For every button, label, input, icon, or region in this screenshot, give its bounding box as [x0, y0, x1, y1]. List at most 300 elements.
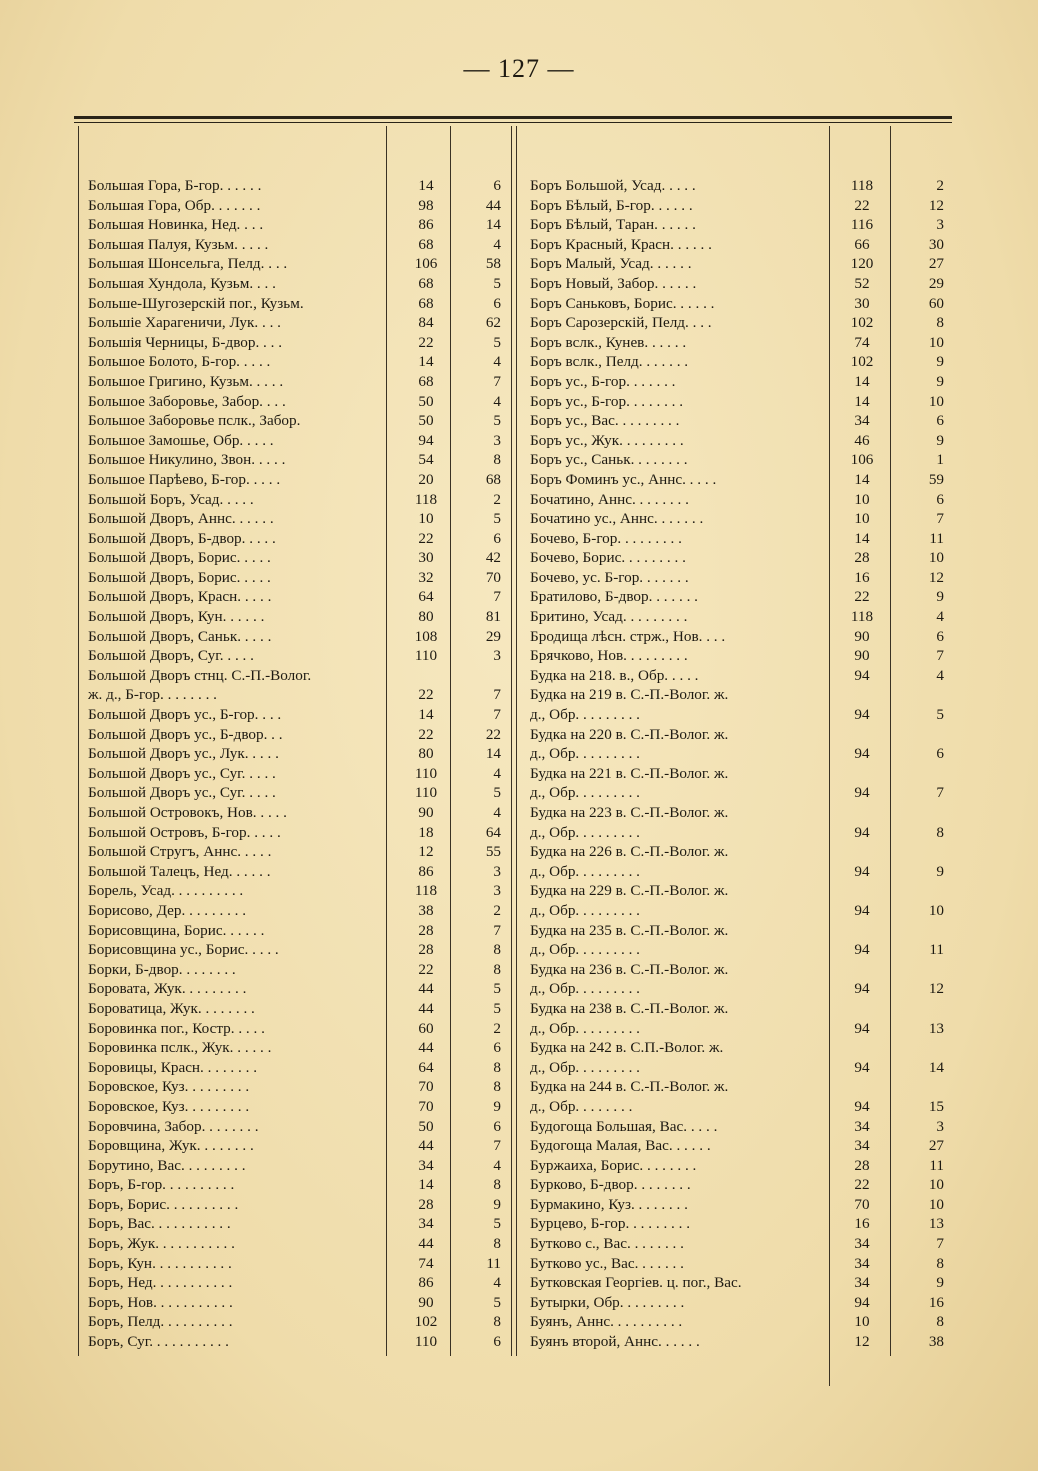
- entry-name: Боръ вслк., Пелд. . . . . . .: [530, 353, 689, 371]
- index-entry: [530, 979, 950, 999]
- index-entry: [530, 862, 950, 882]
- index-entry: [530, 176, 950, 196]
- index-entry: [88, 333, 518, 353]
- entry-name: Бочатино, Аннс. . . . . . . .: [530, 490, 689, 508]
- index-entry: [88, 940, 518, 960]
- index-entry: [88, 607, 518, 627]
- entry-number: 7: [936, 510, 944, 528]
- entry-number: 6: [936, 490, 944, 508]
- entry-name: Бороватица, Жук. . . . . . . .: [88, 999, 255, 1017]
- entry-page: 30: [854, 294, 870, 312]
- entry-number: 4: [493, 1156, 501, 1174]
- index-entry: [88, 1058, 518, 1078]
- entry-number: 6: [493, 1333, 501, 1351]
- entry-page: 50: [418, 1117, 434, 1135]
- index-entry: [530, 940, 950, 960]
- entry-page: 22: [418, 333, 434, 351]
- entry-page: 14: [418, 353, 434, 371]
- entry-name: Боровчина, Забор. . . . . . . .: [88, 1117, 259, 1135]
- index-entry: [530, 901, 950, 921]
- entry-name: Борисовщина, Борис. . . . . .: [88, 921, 265, 939]
- index-entry: [88, 294, 518, 314]
- index-entry: [530, 548, 950, 568]
- entry-page: 22: [418, 686, 434, 704]
- entry-page: 14: [418, 177, 434, 194]
- entry-page: 94: [854, 901, 870, 919]
- entry-name: Большой Дворъ, Б-двор. . . . .: [88, 529, 276, 547]
- index-entry: [530, 803, 950, 823]
- index-entry: [530, 294, 950, 314]
- entry-page: 90: [418, 1293, 434, 1311]
- entry-page: 28: [418, 941, 434, 959]
- entry-page: 34: [854, 1137, 870, 1155]
- entry-name: Большія Черницы, Б-двор. . . .: [88, 333, 283, 351]
- entry-number: 11: [929, 1156, 944, 1174]
- entry-name: Бутырки, Обр. . . . . . . . .: [530, 1293, 685, 1311]
- entry-page: 94: [854, 784, 870, 802]
- index-entry: [530, 627, 950, 647]
- entry-name: Больше-Шугозерскій пог., Кузьм.: [88, 294, 304, 312]
- entry-name: д., Обр. . . . . . . . .: [530, 1058, 640, 1076]
- index-entry: [88, 274, 518, 294]
- entry-name: д., Обр. . . . . . . . .: [530, 1019, 640, 1037]
- entry-number: 4: [493, 392, 501, 410]
- entry-name: Брячково, Нов. . . . . . . . .: [530, 647, 688, 665]
- index-entry: [88, 411, 518, 431]
- index-entry: [88, 842, 518, 862]
- entry-page: 12: [854, 1333, 870, 1351]
- index-entry: [88, 450, 518, 470]
- entry-name: Бочево, Б-гор. . . . . . . . .: [530, 529, 682, 547]
- entry-page: 20: [418, 470, 434, 488]
- header-rule: [74, 116, 952, 119]
- index-entry: [88, 1175, 518, 1195]
- index-entry: [88, 568, 518, 588]
- index-entry: [88, 1077, 518, 1097]
- entry-name: Боръ ус., Б-гор. . . . . . . .: [530, 392, 684, 410]
- entry-name: Бурково, Б-двор. . . . . . . .: [530, 1176, 691, 1194]
- entry-name: д., Обр. . . . . . . . .: [530, 941, 640, 959]
- index-entry: [88, 705, 518, 725]
- entry-name: Борисово, Дер. . . . . . . . .: [88, 901, 247, 919]
- entry-page: 32: [418, 568, 434, 586]
- entry-name: Боръ, Суг. . . . . . . . . . .: [88, 1333, 229, 1351]
- entry-name: Большое Парѣево, Б-гор. . . . .: [88, 470, 281, 488]
- index-entry: [530, 450, 950, 470]
- index-entry: [530, 842, 950, 862]
- entry-page: 46: [854, 431, 870, 449]
- entry-name: Боръ Большой, Усад. . . . .: [530, 177, 696, 194]
- entry-page: 34: [854, 412, 870, 430]
- entry-number: 8: [493, 941, 501, 959]
- entry-number: 10: [928, 392, 944, 410]
- index-entry: [530, 274, 950, 294]
- entry-number: 4: [493, 353, 501, 371]
- entry-name: Боръ Бѣлый, Таран. . . . . .: [530, 216, 696, 234]
- index-entry: [530, 215, 950, 235]
- index-entry: [530, 1175, 950, 1195]
- entry-page: 94: [854, 706, 870, 724]
- entry-number: 8: [493, 451, 501, 469]
- entry-number: 7: [493, 372, 501, 390]
- entry-number: 9: [936, 372, 944, 390]
- index-entry: [88, 1136, 518, 1156]
- entry-number: 10: [928, 333, 944, 351]
- entry-name: Боръ, Пелд. . . . . . . . . .: [88, 1313, 233, 1331]
- entry-number: 5: [493, 1215, 501, 1233]
- index-entry: [88, 313, 518, 333]
- entry-name: Бурцево, Б-гор. . . . . . . . .: [530, 1215, 691, 1233]
- entry-name: Будка на 235 в. С.-П.-Волог. ж.: [530, 921, 729, 939]
- entry-page: 44: [418, 1039, 434, 1057]
- entry-name: Боръ ус., Саньк. . . . . . . .: [530, 451, 688, 469]
- index-entry: [88, 1117, 518, 1137]
- entry-number: 58: [485, 255, 501, 273]
- entry-number: 10: [928, 1176, 944, 1194]
- index-entry: [530, 196, 950, 216]
- index-entry: [530, 372, 950, 392]
- entry-number: 7: [493, 1137, 501, 1155]
- entry-page: 74: [418, 1254, 434, 1272]
- entry-number: 7: [936, 647, 944, 665]
- entry-name: Будка на 236 в. С.-П.-Волог. ж.: [530, 960, 729, 978]
- index-entry: [530, 254, 950, 274]
- index-entry: [88, 509, 518, 529]
- entry-name: Большое Болото, Б-гор. . . . .: [88, 353, 271, 371]
- entry-number: 30: [928, 235, 944, 253]
- entry-page: 74: [854, 333, 870, 351]
- index-entry: [530, 1156, 950, 1176]
- entry-name: д., Обр. . . . . . . . .: [530, 823, 640, 841]
- index-entry: [88, 999, 518, 1019]
- entry-number: 8: [493, 1058, 501, 1076]
- entry-page: 22: [854, 588, 870, 606]
- entry-page: 14: [854, 372, 870, 390]
- index-entry: [530, 1214, 950, 1234]
- entry-page: 18: [418, 823, 434, 841]
- entry-number: 12: [928, 980, 944, 998]
- entry-number: 6: [493, 177, 501, 194]
- entry-number: 60: [928, 294, 944, 312]
- entry-name: Бутково с., Вас. . . . . . . .: [530, 1235, 684, 1253]
- index-entry: [530, 470, 950, 490]
- index-entry: [530, 1136, 950, 1156]
- entry-number: 7: [936, 1235, 944, 1253]
- entry-page: 94: [854, 862, 870, 880]
- entry-number: 8: [493, 1313, 501, 1331]
- entry-name: Большой Дворъ ус., Б-гор. . . .: [88, 706, 282, 724]
- entry-number: 3: [493, 882, 501, 900]
- entry-name: д., Обр. . . . . . . . .: [530, 784, 640, 802]
- index-entry: [530, 431, 950, 451]
- entry-number: 5: [493, 980, 501, 998]
- index-entry: [88, 196, 518, 216]
- left-index-column: [88, 176, 518, 1352]
- entry-page: 64: [418, 588, 434, 606]
- entry-page: 110: [414, 647, 438, 665]
- entry-number: 5: [493, 999, 501, 1017]
- entry-number: 11: [929, 529, 944, 547]
- index-entry: [530, 411, 950, 431]
- entry-number: 5: [493, 784, 501, 802]
- entry-page: 34: [854, 1274, 870, 1292]
- entry-name: Боръ Новый, Забор. . . . . .: [530, 274, 697, 292]
- entry-number: 27: [928, 255, 944, 273]
- entry-name: Боръ Красный, Красн. . . . . .: [530, 235, 712, 253]
- entry-name: Бурмакино, Куз. . . . . . . .: [530, 1195, 688, 1213]
- entry-name: Боръ, Кун. . . . . . . . . . .: [88, 1254, 232, 1272]
- index-entry: [88, 744, 518, 764]
- entry-number: 12: [928, 568, 944, 586]
- entry-page: 38: [418, 901, 434, 919]
- index-entry: [530, 1019, 950, 1039]
- entry-name: Большая Гора, Б-гор. . . . . .: [88, 177, 262, 194]
- entry-page: 98: [418, 196, 434, 214]
- entry-page: 118: [414, 882, 438, 900]
- index-entry: [88, 803, 518, 823]
- entry-number: 2: [493, 490, 501, 508]
- index-entry: [530, 587, 950, 607]
- entry-name: Большой Дворъ, Аннс. . . . . .: [88, 510, 274, 528]
- entry-name: Большое Замошье, Обр. . . . .: [88, 431, 274, 449]
- index-entry: [88, 1332, 518, 1352]
- index-entry: [88, 627, 518, 647]
- entry-name: Бутково ус., Вас. . . . . . .: [530, 1254, 684, 1272]
- entry-name: Боровицы, Красн. . . . . . . .: [88, 1058, 258, 1076]
- entry-name: Большой Дворъ, Борис. . . . .: [88, 549, 271, 567]
- entry-number: 29: [928, 274, 944, 292]
- entry-name: Боръ ус., Вас. . . . . . . . .: [530, 412, 680, 430]
- entry-number: 29: [485, 627, 501, 645]
- index-entry: [530, 1332, 950, 1352]
- index-entry: [88, 176, 518, 196]
- entry-number: 15: [928, 1097, 944, 1115]
- entry-name: д., Обр. . . . . . . .: [530, 1097, 633, 1115]
- index-entry: [530, 235, 950, 255]
- entry-name: Бритино, Усад. . . . . . . . .: [530, 608, 688, 626]
- entry-number: 9: [936, 588, 944, 606]
- entry-number: 3: [493, 862, 501, 880]
- entry-page: 86: [418, 862, 434, 880]
- entry-page: 70: [418, 1078, 434, 1096]
- entry-name: д., Обр. . . . . . . . .: [530, 901, 640, 919]
- index-entry: [530, 568, 950, 588]
- index-entry: [530, 921, 950, 941]
- entry-number: 8: [493, 1176, 501, 1194]
- entry-name: Боръ ус., Б-гор. . . . . . .: [530, 372, 676, 390]
- index-entry: [88, 254, 518, 274]
- entry-name: Будка на 226 в. С.-П.-Волог. ж.: [530, 843, 729, 861]
- index-entry: [88, 1019, 518, 1039]
- entry-page: 44: [418, 999, 434, 1017]
- entry-page: 22: [418, 529, 434, 547]
- entry-number: 10: [928, 1195, 944, 1213]
- entry-name: Большой Дворъ ус., Б-двор. . .: [88, 725, 283, 743]
- entry-page: 110: [414, 764, 438, 782]
- entry-number: 81: [485, 608, 501, 626]
- entry-number: 8: [936, 314, 944, 332]
- entry-page: 66: [854, 235, 870, 253]
- entry-page: 10: [854, 510, 870, 528]
- index-entry: [88, 1195, 518, 1215]
- entry-page: 120: [850, 255, 874, 273]
- entry-name: Большой Дворъ, Суг. . . . .: [88, 647, 254, 665]
- entry-name: Буржаиха, Борис. . . . . . . .: [530, 1156, 697, 1174]
- entry-page: 44: [418, 1137, 434, 1155]
- index-entry: [88, 823, 518, 843]
- index-entry: [88, 1038, 518, 1058]
- entry-name: Боровское, Куз. . . . . . . . .: [88, 1078, 250, 1096]
- index-entry: [88, 1097, 518, 1117]
- entry-number: 13: [928, 1215, 944, 1233]
- entry-number: 27: [928, 1137, 944, 1155]
- entry-page: 110: [414, 1333, 438, 1351]
- entry-name: ж. д., Б-гор. . . . . . . .: [88, 686, 217, 704]
- entry-name: Будка на 244 в. С.-П.-Волог. ж.: [530, 1078, 729, 1096]
- entry-page: 22: [418, 725, 434, 743]
- index-entry: [530, 1293, 950, 1313]
- entry-name: Боръ Бѣлый, Б-гор. . . . . .: [530, 196, 693, 214]
- index-entry: [88, 979, 518, 999]
- index-entry: [88, 392, 518, 412]
- entry-number: 16: [928, 1293, 944, 1311]
- entry-number: 6: [493, 294, 501, 312]
- entry-page: 116: [850, 216, 874, 234]
- entry-page: 34: [418, 1156, 434, 1174]
- entry-name: Борутино, Вас. . . . . . . . .: [88, 1156, 246, 1174]
- index-entry: [530, 1077, 950, 1097]
- entry-page: 16: [854, 1215, 870, 1233]
- entry-number: 59: [928, 470, 944, 488]
- index-entry: [88, 783, 518, 803]
- entry-page: 28: [854, 549, 870, 567]
- entry-name: Боръ, Нед. . . . . . . . . . .: [88, 1274, 233, 1292]
- entry-name: Боръ ус., Жук. . . . . . . . .: [530, 431, 684, 449]
- entry-name: Большой Островъ, Б-гор. . . . .: [88, 823, 281, 841]
- entry-name: Боръ, Нов. . . . . . . . . . .: [88, 1293, 233, 1311]
- entry-page: 34: [854, 1235, 870, 1253]
- right-index-column: [530, 176, 950, 1352]
- entry-name: Боръ вслк., Кунев. . . . . .: [530, 333, 687, 351]
- entry-name: Большая Новинка, Нед. . . .: [88, 216, 264, 234]
- index-entry: [88, 685, 518, 705]
- index-entry: [88, 646, 518, 666]
- entry-name: Боръ, Вас. . . . . . . . . . .: [88, 1215, 231, 1233]
- entry-page: 106: [850, 451, 874, 469]
- entry-page: 14: [418, 1176, 434, 1194]
- entry-number: 3: [936, 1117, 944, 1135]
- entry-name: Боръ Саньковъ, Борис. . . . . .: [530, 294, 715, 312]
- entry-page: 44: [418, 980, 434, 998]
- index-entry: [88, 1156, 518, 1176]
- entry-name: Бочево, ус. Б-гор. . . . . . .: [530, 568, 689, 586]
- entry-number: 8: [936, 823, 944, 841]
- entry-page: 28: [418, 921, 434, 939]
- entry-name: Большая Хундола, Кузьм. . . .: [88, 274, 276, 292]
- entry-number: 9: [493, 1097, 501, 1115]
- entry-name: Бутковская Георгіев. ц. пог., Вас.: [530, 1274, 742, 1292]
- index-entry: [88, 666, 518, 686]
- entry-page: 68: [418, 294, 434, 312]
- entry-number: 8: [493, 1078, 501, 1096]
- entry-name: Большой Дворъ ус., Лук. . . . .: [88, 745, 279, 763]
- index-entry: [530, 607, 950, 627]
- index-entry: [88, 1273, 518, 1293]
- entry-name: Большая Гора, Обр. . . . . . .: [88, 196, 261, 214]
- index-entry: [88, 529, 518, 549]
- index-entry: [530, 333, 950, 353]
- index-entry: [530, 1312, 950, 1332]
- entry-number: 14: [928, 1058, 944, 1076]
- entry-number: 11: [929, 941, 944, 959]
- entry-page: 12: [418, 843, 434, 861]
- entry-name: Буянъ, Аннс. . . . . . . . . .: [530, 1313, 683, 1331]
- entry-name: Боръ, Жук. . . . . . . . . . .: [88, 1235, 235, 1253]
- entry-number: 4: [493, 804, 501, 821]
- entry-name: Большое Заборовье, Забор. . . .: [88, 392, 286, 410]
- entry-number: 68: [485, 470, 501, 488]
- entry-page: 80: [418, 745, 434, 763]
- index-entry: [88, 921, 518, 941]
- entry-page: 118: [850, 608, 874, 626]
- entry-page: 10: [418, 510, 434, 528]
- index-entry: [530, 666, 950, 686]
- entry-page: 30: [418, 549, 434, 567]
- entry-page: 102: [850, 353, 874, 371]
- index-entry: [530, 705, 950, 725]
- column-divider-left-edge: [78, 126, 79, 1356]
- entry-page: 34: [418, 1215, 434, 1233]
- entry-page: 106: [414, 255, 438, 273]
- entry-page: 80: [418, 608, 434, 626]
- index-entry: [530, 744, 950, 764]
- entry-name: Борисовщина ус., Борис. . . . .: [88, 941, 279, 959]
- entry-name: Боровинка пслк., Жук. . . . . .: [88, 1039, 272, 1057]
- index-entry: [530, 313, 950, 333]
- entry-name: Боръ Малый, Усад. . . . . .: [530, 255, 692, 273]
- entry-name: Будка на 223 в. С.-П.-Волог. ж.: [530, 804, 729, 821]
- entry-name: Буянъ второй, Аннс. . . . . .: [530, 1333, 700, 1351]
- entry-page: 94: [418, 431, 434, 449]
- index-entry: [88, 901, 518, 921]
- entry-number: 10: [928, 901, 944, 919]
- entry-page: 84: [418, 314, 434, 332]
- index-entry: [88, 1312, 518, 1332]
- entry-page: 70: [854, 1195, 870, 1213]
- entry-number: 22: [485, 725, 501, 743]
- index-entry: [88, 431, 518, 451]
- entry-page: 28: [854, 1156, 870, 1174]
- index-entry: [530, 764, 950, 784]
- entry-page: 94: [854, 1058, 870, 1076]
- entry-number: 10: [928, 549, 944, 567]
- entry-number: 6: [936, 412, 944, 430]
- page-number: — 127 —: [463, 54, 575, 83]
- entry-name: Большое Никулино, Звон. . . . .: [88, 451, 286, 469]
- entry-number: 8: [493, 960, 501, 978]
- entry-page: 86: [418, 216, 434, 234]
- entry-number: 7: [493, 706, 501, 724]
- entry-page: 44: [418, 1235, 434, 1253]
- entry-number: 4: [493, 235, 501, 253]
- index-entry: [88, 587, 518, 607]
- index-entry: [88, 1254, 518, 1274]
- entry-page: 64: [418, 1058, 434, 1076]
- index-entry: [530, 1097, 950, 1117]
- entry-number: 4: [936, 666, 944, 684]
- entry-page: 14: [854, 529, 870, 547]
- entry-number: 4: [493, 764, 501, 782]
